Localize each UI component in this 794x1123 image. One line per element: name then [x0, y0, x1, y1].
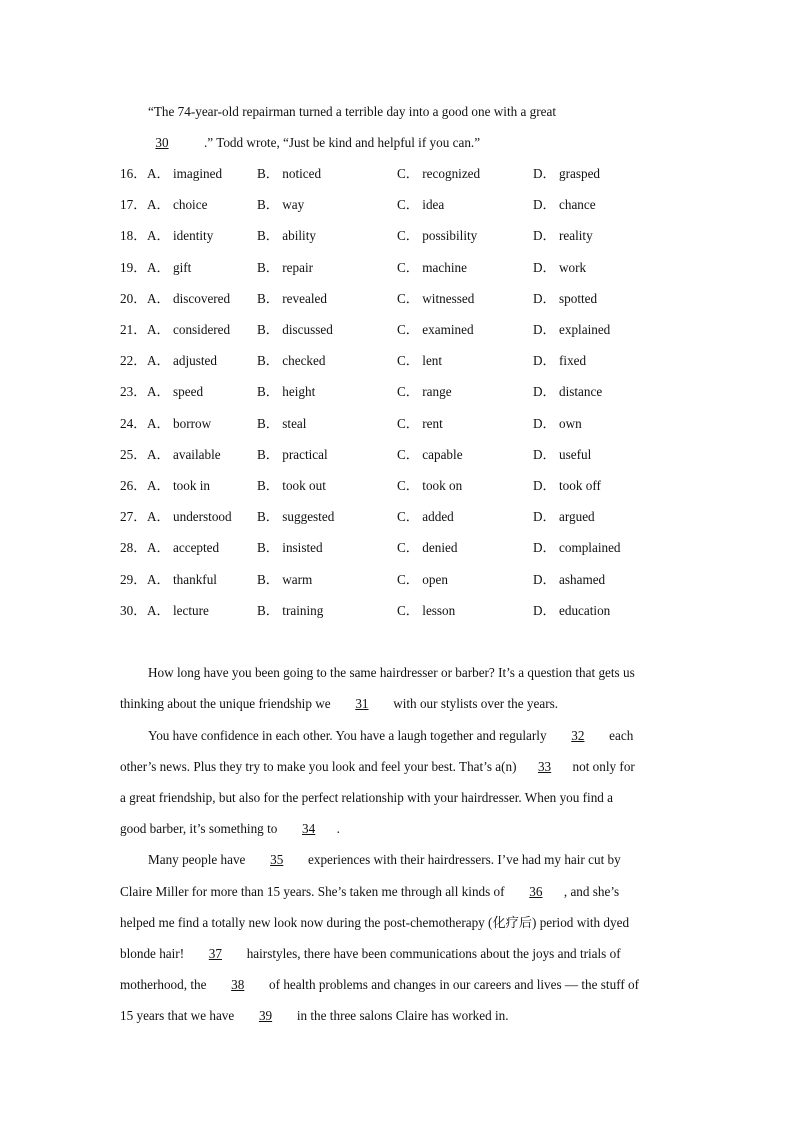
passage2-p3-line3: helped me find a totally new look now during the post-chemotherapy (化疗后) period with dyed — [120, 915, 630, 930]
option-c: C． witnessed — [397, 291, 475, 306]
option-d: D． reality — [533, 228, 593, 243]
option-c: C． lesson — [397, 603, 456, 618]
option-a: A． borrow — [147, 416, 212, 431]
option-c: C． rent — [397, 416, 443, 431]
text-segment: blonde hair! — [120, 946, 188, 961]
passage2-p1-line1: How long have you been going to the same hairdresser or barber? It’s a question that gets us — [148, 665, 635, 680]
option-b: B． discussed — [257, 322, 333, 337]
text-segment: thinking about the unique friendship we — [120, 696, 334, 711]
text-segment: Many people have — [148, 852, 249, 867]
passage1-line2-text: .” Todd wrote, “Just be kind and helpful if you can.” — [204, 135, 481, 150]
blank-35: 35 — [270, 852, 284, 867]
option-b: B． insisted — [257, 540, 323, 555]
passage2-p2-line2 — [120, 758, 635, 776]
question-row — [120, 227, 680, 245]
question-row — [120, 446, 680, 464]
text-segment: good barber, it’s something to — [120, 821, 281, 836]
passage1-line1: “The 74-year-old repairman turned a terrible day into a good one with a great — [148, 104, 557, 119]
text-segment: motherhood, the — [120, 977, 210, 992]
question-number: 17． — [120, 197, 147, 212]
option-a: A． took in — [147, 478, 211, 493]
option-a: A． discovered — [147, 291, 231, 306]
text-segment: hairstyles, there have been communications about the joys and trials of — [243, 946, 621, 961]
question-number: 16． — [120, 166, 147, 181]
option-a: A． thankful — [147, 572, 217, 587]
question-number: 26． — [120, 478, 147, 493]
text-segment: in the three salons Claire has worked in. — [293, 1008, 509, 1023]
option-b: B． training — [257, 603, 324, 618]
blank-34: 34 — [302, 821, 316, 836]
option-b: B． checked — [257, 353, 326, 368]
option-b: B． steal — [257, 416, 307, 431]
option-a: A． available — [147, 447, 221, 462]
option-b: B． practical — [257, 447, 328, 462]
option-c: C． denied — [397, 540, 458, 555]
text-segment: 15 years that we have — [120, 1008, 238, 1023]
option-b: B． repair — [257, 260, 314, 275]
option-c: C． capable — [397, 447, 463, 462]
passage2-p2-line3: a great friendship, but also for the perfect relationship with your hairdresser. When you find a — [120, 790, 614, 805]
option-a: A． identity — [147, 228, 214, 243]
passage2-p3-line2 — [120, 883, 619, 901]
option-c: C． added — [397, 509, 454, 524]
text-segment: not only for — [572, 759, 635, 774]
option-c: C． range — [397, 384, 452, 399]
passage2-p3-line1 — [148, 851, 621, 869]
text-segment: other’s news. Plus they try to make you look and feel your best. That’s a(n) — [120, 759, 517, 774]
option-a: A． gift — [147, 260, 192, 275]
option-d: D． distance — [533, 384, 603, 399]
text-segment: each — [605, 728, 634, 743]
option-b: B． took out — [257, 478, 326, 493]
question-row — [120, 477, 680, 495]
option-b: B． noticed — [257, 166, 322, 181]
question-row — [120, 539, 680, 557]
passage2-p2-line1 — [148, 727, 633, 745]
question-number: 18． — [120, 228, 147, 243]
option-c: C． possibility — [397, 228, 478, 243]
question-row — [120, 508, 680, 526]
option-a: A． accepted — [147, 540, 220, 555]
question-row — [120, 290, 680, 308]
question-number: 30． — [120, 603, 147, 618]
text-segment: experiences with their hairdressers. I’ve had my hair cut by — [304, 852, 621, 867]
option-b: B． height — [257, 384, 316, 399]
option-b: B． revealed — [257, 291, 327, 306]
question-number: 27． — [120, 509, 147, 524]
option-d: D． took off — [533, 478, 601, 493]
option-a: A． choice — [147, 197, 208, 212]
option-d: D． fixed — [533, 353, 587, 368]
option-d: D． grasped — [533, 166, 601, 181]
question-number: 28． — [120, 540, 147, 555]
question-row — [120, 321, 680, 339]
blank-39: 39 — [258, 1008, 273, 1023]
option-b: B． suggested — [257, 509, 335, 524]
question-row — [120, 352, 680, 370]
question-number: 19． — [120, 260, 147, 275]
question-row — [120, 259, 680, 277]
option-c: C． open — [397, 572, 448, 587]
option-a: A． speed — [147, 384, 204, 399]
question-number: 25． — [120, 447, 147, 462]
option-a: A． adjusted — [147, 353, 217, 368]
question-row — [120, 415, 680, 433]
option-c: C． idea — [397, 197, 445, 212]
question-number: 24． — [120, 416, 147, 431]
question-number: 22． — [120, 353, 147, 368]
blank-36: 36 — [529, 884, 543, 899]
option-b: B． way — [257, 197, 305, 212]
question-row — [120, 571, 680, 589]
option-a: A． understood — [147, 509, 232, 524]
passage2-p3-line5 — [120, 976, 639, 994]
option-a: A． lecture — [147, 603, 209, 618]
option-c: C． lent — [397, 353, 443, 368]
question-row — [120, 165, 680, 183]
option-c: C． recognized — [397, 166, 481, 181]
question-row — [120, 383, 680, 401]
passage2-p1-line2 — [120, 695, 558, 713]
option-d: D． explained — [533, 322, 611, 337]
option-b: B． ability — [257, 228, 316, 243]
option-c: C． examined — [397, 322, 474, 337]
passage1-line2 — [120, 134, 480, 152]
question-row — [120, 196, 680, 214]
option-d: D． chance — [533, 197, 596, 212]
option-a: A． imagined — [147, 166, 223, 181]
option-d: D． education — [533, 603, 611, 618]
blank-31: 31 — [355, 696, 369, 711]
option-d: D． argued — [533, 509, 595, 524]
option-d: D． work — [533, 260, 587, 275]
text-segment: with our stylists over the years. — [389, 696, 559, 711]
option-a: A． considered — [147, 322, 231, 337]
option-b: B． warm — [257, 572, 313, 587]
text-segment: Claire Miller for more than 15 years. She’s taken me through all kinds of — [120, 884, 508, 899]
option-d: D． complained — [533, 540, 621, 555]
question-number: 29． — [120, 572, 147, 587]
blank-37: 37 — [208, 946, 222, 961]
question-number: 20． — [120, 291, 147, 306]
blank-38: 38 — [231, 977, 245, 992]
text-segment: . — [336, 821, 340, 836]
option-c: C． took on — [397, 478, 463, 493]
option-c: C． machine — [397, 260, 467, 275]
option-d: D． ashamed — [533, 572, 606, 587]
text-segment: of health problems and changes in our careers and lives — the stuff of — [265, 977, 640, 992]
text-segment: You have confidence in each other. You have a laugh together and regularly — [148, 728, 550, 743]
option-d: D． useful — [533, 447, 592, 462]
passage2-p3-line6 — [120, 1007, 509, 1025]
blank-33: 33 — [537, 759, 552, 774]
question-number: 23． — [120, 384, 147, 399]
blank-32: 32 — [571, 728, 585, 743]
passage2-p3-line4 — [120, 945, 621, 963]
option-d: D． spotted — [533, 291, 598, 306]
passage2-p2-line4 — [120, 820, 340, 838]
option-d: D． own — [533, 416, 582, 431]
text-segment: , and she’s — [563, 884, 620, 899]
question-number: 21． — [120, 322, 147, 337]
blank-30: 30 — [155, 135, 169, 150]
question-row — [120, 602, 680, 620]
